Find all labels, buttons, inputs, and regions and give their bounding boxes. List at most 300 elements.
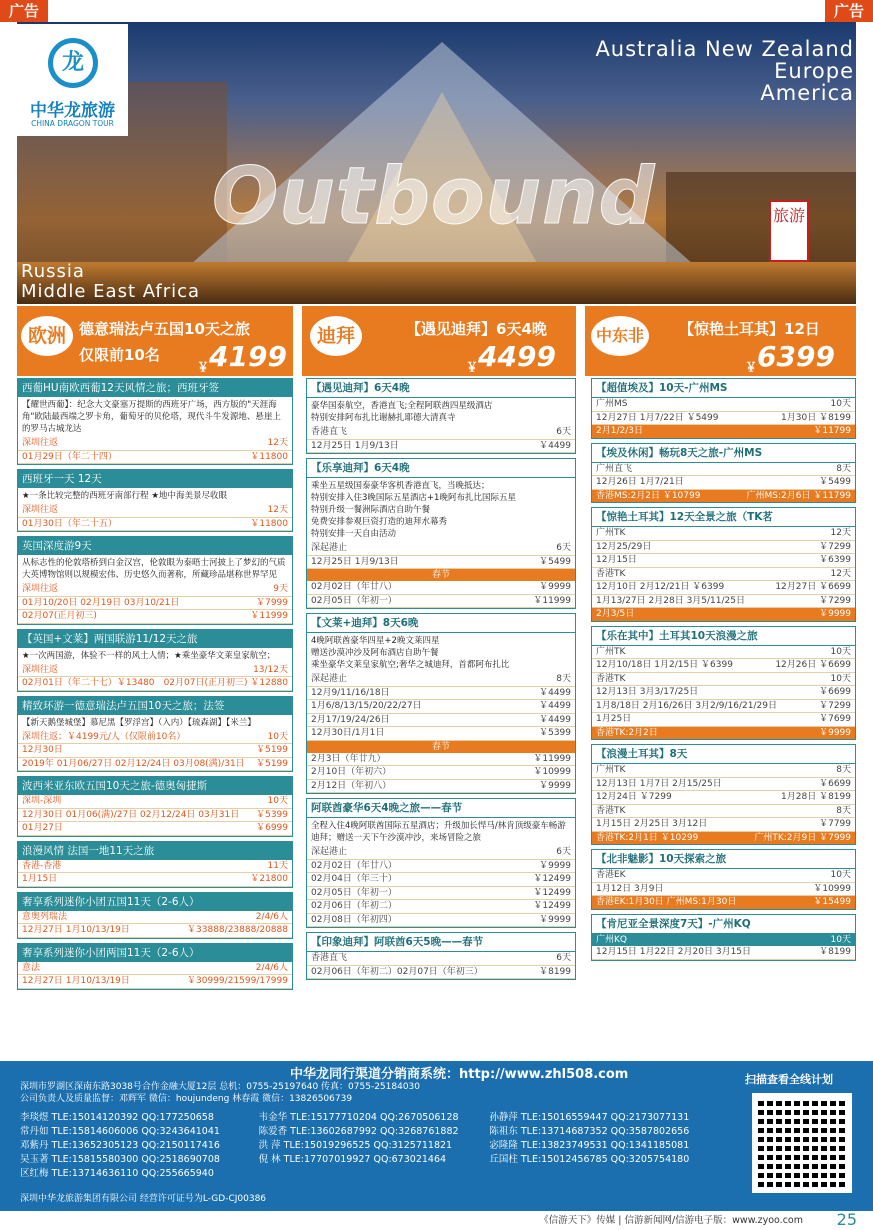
contact-entry: [489, 1167, 720, 1181]
row-left: 1月6/8/13/15/20/22/27日: [311, 701, 422, 711]
row-right: ￥4499: [539, 440, 571, 451]
row-left: 12月25日 1月9/13日: [311, 556, 399, 567]
row-right: 2/4/6人: [255, 911, 288, 922]
row-right: 2/4/6人: [255, 962, 288, 973]
banner-europe: [17, 306, 293, 376]
price-row: [592, 398, 855, 412]
price-row: [592, 568, 855, 582]
row-right: ￥9999: [539, 582, 571, 592]
row-left: 香港直飞: [311, 953, 348, 963]
row-left: 1月15日: [22, 874, 58, 884]
row-left: 意法: [22, 962, 41, 973]
row-right: ￥21800: [250, 874, 288, 884]
price-row: [592, 686, 855, 700]
row-right: ￥5499: [539, 556, 571, 567]
row-right: ￥7799: [819, 819, 851, 829]
price-row: [18, 437, 292, 451]
tour-title[interactable]: 【英国+文莱】两国联游11/12天之旅: [18, 630, 292, 648]
row-right: ￥7999: [256, 597, 288, 608]
row-left: 12月9/11/16/18日: [311, 687, 390, 698]
price-row: [307, 914, 575, 928]
price-row: [592, 646, 855, 660]
contact-row: [20, 1167, 720, 1181]
page-number: 25: [836, 1210, 857, 1229]
price-row: [18, 795, 292, 809]
banner-price: 4499: [478, 340, 556, 373]
tour-title[interactable]: 奢享系列迷你小团五国11天（2-6人）: [18, 893, 292, 911]
row-right: 11天: [267, 860, 288, 871]
row-left: 2月10日（年初六）: [311, 767, 392, 777]
row-right: 10天: [830, 673, 851, 684]
tour-card: [17, 841, 293, 888]
row-right: ￥7299: [819, 541, 851, 552]
price-row: [18, 597, 292, 611]
row-left: 02月06日（年初二）02月07日（年初三）: [311, 966, 483, 977]
price-row: [307, 556, 575, 570]
dest-line: Russia: [21, 261, 85, 282]
row-right: 广州TK:2月9日 ￥7999: [754, 832, 851, 843]
row-left: 香港TK: [596, 673, 626, 684]
tour-card: [17, 629, 293, 692]
qr-code-icon[interactable]: [752, 1093, 852, 1193]
row-right: ￥8199: [539, 966, 571, 977]
tour-title[interactable]: 【埃及休闲】畅玩8天之旅-广州MS: [592, 444, 855, 463]
tour-title[interactable]: 【乐享迪拜】6天4晚: [307, 459, 575, 478]
price-row: [18, 758, 292, 772]
row-left: 12月27日 1月7/22日 ￥5499: [596, 412, 719, 423]
tour-title[interactable]: 精致环游一德意瑞法卢五国10天之旅；法签: [18, 697, 292, 715]
tour-title[interactable]: 【北非魅影】10天探索之旅: [592, 850, 855, 869]
row-right: ￥5399: [539, 728, 571, 738]
contact-row: [20, 1139, 720, 1153]
price-row: [307, 952, 575, 966]
price-row: [18, 451, 292, 465]
price-row: [307, 873, 575, 887]
row-right: ￥6699: [819, 687, 851, 697]
tour-card: [591, 744, 856, 845]
contact-entry: 区红梅 TLE:13714636110 QQ:255665940: [20, 1168, 214, 1179]
banner-mideast: [585, 306, 856, 376]
price-row: [18, 873, 292, 887]
row-right: ￥5499: [819, 477, 851, 487]
contact-entry: 陈爱香 TLE:13602687992 QQ:3268761882: [258, 1126, 459, 1137]
contact-entry: 孙静萍 TLE:15016559447 QQ:2173077131: [489, 1112, 690, 1123]
row-left: 香港直飞: [311, 427, 348, 437]
travel-seal: 旅游: [769, 200, 809, 262]
banner-price: 4199: [209, 340, 287, 373]
row-left: 深圳往返: [22, 438, 59, 448]
row-right: 12天: [830, 568, 851, 579]
row-right: 9天: [273, 584, 288, 594]
price-row: [307, 426, 575, 440]
banner-yen: ￥: [197, 360, 210, 374]
row-right: 6天: [556, 543, 571, 553]
price-row: [18, 860, 292, 874]
row-right: ￥6999: [256, 823, 288, 833]
price-row: [592, 869, 855, 883]
row-left: 01月10/20日 02月19日 03月10/21日: [22, 597, 180, 608]
banner-yen: ￥: [745, 360, 758, 374]
contact-entry: 韦金华 TLE:15177710204 QQ:2670506128: [258, 1112, 459, 1123]
price-row: [18, 911, 292, 925]
row-right: ￥5399: [256, 809, 288, 820]
tour-card: [306, 458, 576, 609]
tour-card: [17, 469, 293, 532]
row-right: 10天: [830, 934, 851, 945]
price-row: [18, 975, 292, 989]
row-right: ￥5199: [256, 758, 288, 769]
footer-title: 中华龙同行渠道分销商系统：http://www.zhl508.com: [290, 1067, 629, 1082]
contact-entry: [259, 1167, 490, 1181]
brand-name-cn: 中华龙旅游: [30, 101, 115, 121]
price-row: [592, 425, 855, 438]
row-left: 意奥列瑞法: [22, 911, 68, 922]
row-right: ￥15499: [813, 897, 851, 907]
row-right: ￥11799: [813, 426, 851, 436]
price-row: [592, 713, 855, 727]
row-left: 深圳-深圳: [22, 796, 62, 806]
banner-tag: 中东非: [591, 316, 649, 356]
tour-title[interactable]: 英国深度游9天: [18, 537, 292, 555]
row-right: ￥6399: [819, 555, 851, 565]
row-left: 广州MS: [596, 399, 628, 409]
hero-destinations-left: [21, 262, 200, 302]
tour-description: 从标志性的伦敦塔桥到白金汉宫，伦敦眼为泰晤士河披上了梦幻的气质大英博物馆则以规模宏伟、历史悠久而著称，所藏珍品堪称世界罕见: [22, 558, 286, 580]
row-right: 12月27日 ￥6699: [775, 582, 851, 592]
tour-title[interactable]: 【肯尼亚全景深度7天】-广州KQ: [592, 915, 855, 934]
row-left: 2月3/5日: [596, 609, 635, 619]
price-row: [307, 581, 575, 595]
tour-card: [17, 776, 293, 837]
contact-entry: 常丹如 TLE:15814606006 QQ:3243641041: [20, 1126, 220, 1137]
price-row: [18, 924, 292, 938]
row-right: 13/12天: [253, 664, 288, 675]
tour-title[interactable]: 【乐在其中】土耳其10天浪漫之旅: [592, 627, 855, 646]
row-right: 1月28日 ￥8199: [781, 792, 851, 802]
row-right: ￥11999: [250, 611, 288, 621]
row-right: 02月07日(正月初三) ￥12880: [163, 678, 288, 688]
row-left: 12月15日: [596, 555, 637, 565]
row-right: 8天: [556, 674, 571, 684]
price-row: [592, 946, 855, 960]
row-left: 12月27日 1月10/13/19日: [22, 925, 130, 935]
price-row: [592, 896, 855, 909]
qr-label: 扫描查看全线计划: [745, 1073, 833, 1086]
banner-title: 【遇见迪拜】6天4晚: [406, 320, 547, 338]
row-right: 6天: [556, 427, 571, 437]
row-left: 广州TK: [596, 765, 626, 775]
price-row: [592, 490, 855, 503]
dest-line: America: [760, 81, 854, 105]
contact-row: [20, 1111, 720, 1125]
row-left: 01月27日: [22, 823, 63, 833]
row-right: 10天: [830, 870, 851, 880]
tour-description: 【新天鹅堡城堡】慕尼黑【罗浮宫】（入内）【琉森湖】【米兰】: [22, 717, 256, 728]
row-left: 广州KQ: [596, 934, 627, 945]
price-row: [18, 504, 292, 518]
price-row: [307, 966, 575, 980]
contact-entry: 吴玉著 TLE:15815580300 QQ:2518690708: [20, 1154, 220, 1165]
row-right: 12月26日 ￥6699: [775, 660, 851, 670]
row-right: ￥12499: [533, 874, 571, 884]
row-left: 02月06日（年初二）: [311, 901, 397, 911]
price-row: [592, 412, 855, 426]
price-row: [307, 860, 575, 874]
row-right: ￥33888/23888/20888: [187, 925, 288, 935]
price-row: [18, 518, 292, 532]
price-row: [307, 714, 575, 728]
tour-title[interactable]: 西葡HU南欧西葡12天风情之旅；西班牙签: [18, 379, 292, 397]
tour-card: [306, 378, 576, 454]
row-left: 01月29日（年二十四）: [22, 451, 117, 462]
price-row: [592, 659, 855, 673]
tour-card: [17, 536, 293, 625]
row-right: ￥11800: [250, 451, 288, 462]
banner-title: 德意瑞法卢五国10天之旅: [79, 320, 250, 338]
price-row: [592, 476, 855, 490]
price-row: [592, 883, 855, 897]
row-left: 香港TK: [596, 568, 626, 579]
license-text: 深圳中华龙旅游集团有限公司 经营许可证号为L-GD-CJ00386: [20, 1194, 267, 1204]
row-left: 广州直飞: [596, 463, 633, 474]
row-right: ￥4499: [539, 687, 571, 698]
tour-title[interactable]: 阿联酋豪华6天4晚之旅——春节: [307, 799, 575, 818]
banner-subtitle: 仅限前10名: [79, 346, 160, 364]
row-right: ￥7699: [819, 714, 851, 724]
row-left: 2月3日（年廿九）: [311, 753, 386, 764]
tour-description: 全程入住4晚阿联酋国际五星酒店；升级加长悍马/林肯顶级豪车畅游迪拜；赠送一天下午沙漠冲沙，来场冒险之旅: [311, 821, 566, 843]
row-left: 1月12日 3月9日: [596, 883, 664, 894]
tour-title[interactable]: 【遇见迪拜】6天4晚: [307, 379, 575, 398]
price-row: [307, 766, 575, 780]
tour-description: 乘坐五星级国泰豪华客机香港直飞，当晚抵达； 特别安排入住3晚国际五星酒店+1晚阿布扎比国际五星 特别升级一餐洲际酒店自助午餐 免费安排参观巨资打造的迪拜水幕秀 特别安排一天自由活动: [311, 481, 516, 539]
row-left: 深圳往返: [22, 505, 59, 515]
price-row: [592, 818, 855, 832]
contact-entry: 倪 林 TLE:17707019927 QQ:673021464: [258, 1154, 447, 1165]
row-right: ￥7299: [819, 595, 851, 606]
price-row: [18, 583, 292, 597]
price-row: [307, 887, 575, 901]
price-row: [592, 764, 855, 778]
price-row: [18, 962, 292, 976]
tour-card: [591, 507, 856, 622]
tour-title[interactable]: 【浪漫土耳其】8天: [592, 745, 855, 764]
price-row: [592, 832, 855, 845]
row-left: 香港TK:2月2日: [596, 727, 658, 738]
address-line: 深圳市罗湖区深南东路3038号合作金融大厦12层 总机：0755-25197640 传真：0755-25184030: [20, 1082, 421, 1092]
tour-description: 豪华国泰航空，香港直飞;全程阿联酋四星级酒店 特别安排阿布扎比谢赫扎耶德大清真寺: [311, 401, 493, 423]
row-left: 香港TK:2月1日 ￥10299: [596, 832, 699, 843]
tour-title[interactable]: 西班牙一天 12天: [18, 470, 292, 488]
footer-address: [20, 1081, 420, 1105]
tour-title[interactable]: 【惊艳土耳其】12天全景之旅（TK茗: [592, 508, 855, 527]
price-row: [592, 673, 855, 687]
row-right: 8天: [836, 463, 851, 474]
row-left: 广州TK: [596, 646, 626, 657]
tour-card: [17, 892, 293, 939]
row-left: 02月05日（年初一）: [311, 595, 397, 606]
tour-title[interactable]: 【超值埃及】10天-广州MS: [592, 379, 855, 398]
tour-card: [17, 378, 293, 465]
row-right: ￥9999: [539, 780, 571, 791]
row-left: 12月25日 1月9/13日: [311, 440, 399, 451]
hero-outbound-text: Outbound: [212, 152, 656, 242]
row-right: ￥11800: [250, 518, 288, 529]
row-right: ￥11999: [533, 595, 571, 606]
tour-card: [591, 378, 856, 439]
tour-description: 【耀世西葡】：纪念大文豪塞万提斯的西班牙广场，西方版的"天涯海角"欧陆最西端之罗卡角，葡萄牙的贝伦塔，现代斗牛发源地、悬崖上的罗马古城龙达: [22, 400, 281, 434]
dragon-logo-icon: 龙: [48, 38, 98, 88]
row-right: ￥4499: [539, 701, 571, 711]
hero-banner: [17, 22, 856, 304]
row-right: 广州MS:2月6日 ￥11799: [746, 490, 851, 501]
price-row: [18, 822, 292, 836]
row-left: 12月27日 1月10/13/19日: [22, 976, 130, 986]
banner-dubai: [302, 306, 576, 376]
row-right: 10天: [830, 646, 851, 657]
season-label: 春节: [307, 741, 575, 753]
price-row: [18, 664, 292, 678]
row-right: ￥11999: [533, 753, 571, 764]
row-right: ￥12499: [533, 887, 571, 898]
tour-card: [306, 798, 576, 928]
price-row: [307, 753, 575, 767]
row-left: 12月30日/1月1日: [311, 728, 385, 738]
row-right: ￥4499: [539, 714, 571, 725]
row-left: 02月04日（年三十）: [311, 874, 397, 884]
row-left: 12月10/18日 1月2/15日 ￥6399: [596, 660, 733, 670]
row-left: 深起港止: [311, 543, 348, 553]
dubai-column: [306, 378, 576, 984]
price-row: [307, 727, 575, 741]
row-right: 6天: [556, 953, 571, 963]
banner-tag: 欧洲: [21, 316, 73, 356]
row-right: ￥10999: [533, 767, 571, 777]
price-row: [592, 805, 855, 819]
brand-logo: [17, 24, 128, 136]
price-row: [307, 542, 575, 556]
row-right: ￥30999/21599/17999: [187, 976, 288, 986]
row-left: 2月12日（年初八）: [311, 780, 392, 791]
row-right: ￥9999: [539, 860, 571, 871]
row-right: 1月30日 ￥8199: [781, 412, 851, 423]
row-left: 深圳往返: [22, 664, 59, 675]
price-row: [18, 809, 292, 823]
tour-title[interactable]: 奢享系列迷你小团两国11天（2-6人）: [18, 944, 292, 962]
row-right: 12天: [267, 505, 288, 515]
contact-entry: 李琰煜 TLE:15014120392 QQ:177250658: [20, 1112, 214, 1123]
contact-entry: 丘国柱 TLE:15012456785 QQ:3205754180: [489, 1154, 690, 1165]
row-left: 广州TK: [596, 528, 626, 538]
tour-title[interactable]: 浪漫风情 法国一地11天之旅: [18, 842, 292, 860]
tour-title[interactable]: 【文莱+迪拜】8天6晚: [307, 614, 575, 633]
price-row: [592, 581, 855, 595]
row-left: 1月8/18日 2月16/26日 3月2/9/16/21/29日: [596, 700, 777, 711]
price-row: [307, 780, 575, 794]
price-row: [307, 846, 575, 860]
row-right: 12天: [830, 528, 851, 538]
row-left: 香港-香港: [22, 860, 62, 871]
price-row: [18, 731, 292, 745]
footer-contacts: [0, 1061, 873, 1211]
row-left: 香港EK: [596, 870, 626, 880]
tour-title[interactable]: 波西米亚东欧五国10天之旅-德奥匈捷斯: [18, 777, 292, 795]
tour-card: [591, 626, 856, 741]
row-left: 1月13/27日 2月28日 3月5/11/25日: [596, 595, 745, 606]
row-right: ￥10999: [813, 883, 851, 894]
contact-entry: 陈祖东 TLE:13714687352 QQ:3587802656: [489, 1126, 690, 1137]
row-left: 12月30日: [22, 745, 63, 755]
row-left: 02月05日（年初一）: [311, 887, 397, 898]
row-left: 02月02日（年廿八）: [311, 582, 397, 592]
tour-card: [306, 613, 576, 794]
mideast-column: [591, 378, 856, 965]
row-left: 深起港止: [311, 847, 348, 857]
tour-card: [591, 849, 856, 910]
price-row: [307, 595, 575, 609]
row-right: 8天: [836, 765, 851, 775]
price-row: [592, 791, 855, 805]
row-left: 2019年 01月06/27日 02月12/24日 03月08(满)/31日: [22, 758, 245, 769]
contact-list: [20, 1111, 720, 1181]
row-right: ￥5199: [256, 745, 288, 755]
row-right: ￥9999: [819, 609, 851, 619]
season-label: 春节: [307, 569, 575, 581]
row-left: 01月30日（年二十五）: [22, 518, 117, 529]
row-left: 12月30日 01月06(满)/27日 02月12/24日 03月31日: [22, 809, 240, 820]
banner-yen: ￥: [466, 360, 479, 374]
price-row: [592, 541, 855, 555]
price-row: [592, 463, 855, 477]
tour-card: [591, 914, 856, 961]
row-right: ￥9999: [819, 727, 851, 738]
tour-title[interactable]: 【印象迪拜】阿联酋6天5晚——春节: [307, 933, 575, 952]
row-left: 2月1/2/3日: [596, 426, 643, 436]
publisher-line: 《信游天下》传媒 | 信游新闻网/信游电子版：www.zyoo.com: [539, 1215, 803, 1226]
row-left: 02月01日（年二十七）￥13480: [22, 678, 155, 688]
dest-line: Middle East Africa: [21, 281, 201, 302]
tour-description: ★一次两国游，体验不一样的风土人情；★乘坐豪华文莱皇家航空；: [22, 650, 276, 661]
row-left: 12月10日 2月12/21日 ￥6399: [596, 582, 725, 592]
row-left: 12月26日 1月7/21日: [596, 477, 684, 487]
price-row: [592, 595, 855, 609]
row-left: 2月17/19/24/26日: [311, 714, 390, 725]
row-left: 1月25日: [596, 714, 632, 724]
row-left: 12月25/29日: [596, 541, 652, 552]
price-row: [307, 673, 575, 687]
row-right: ￥7299: [819, 700, 851, 711]
row-left: 12月13日 3月3/17/25日: [596, 687, 699, 697]
brand-name-en: CHINA DRAGON TOUR: [31, 119, 114, 128]
row-left: 12月13日 1月7日 2月15/25日: [596, 778, 722, 789]
row-left: 香港MS:2月2日 ￥10799: [596, 490, 701, 501]
price-row: [18, 744, 292, 758]
price-row: [592, 554, 855, 568]
price-row: [307, 700, 575, 714]
row-right: 8天: [836, 805, 851, 816]
price-row: [307, 440, 575, 454]
dest-line: Europe: [774, 59, 854, 83]
row-left: 02月02日（年廿八）: [311, 860, 397, 871]
row-right: ￥8199: [819, 947, 851, 957]
contact-row: [20, 1153, 720, 1167]
price-row: [592, 727, 855, 740]
tour-description: ★一条比较完整的西班牙南部行程 ★地中海美景尽收眼: [22, 491, 227, 501]
tour-card: [17, 943, 293, 990]
price-row: [18, 677, 292, 691]
row-right: 10天: [267, 796, 288, 806]
row-right: 10天: [267, 731, 288, 742]
